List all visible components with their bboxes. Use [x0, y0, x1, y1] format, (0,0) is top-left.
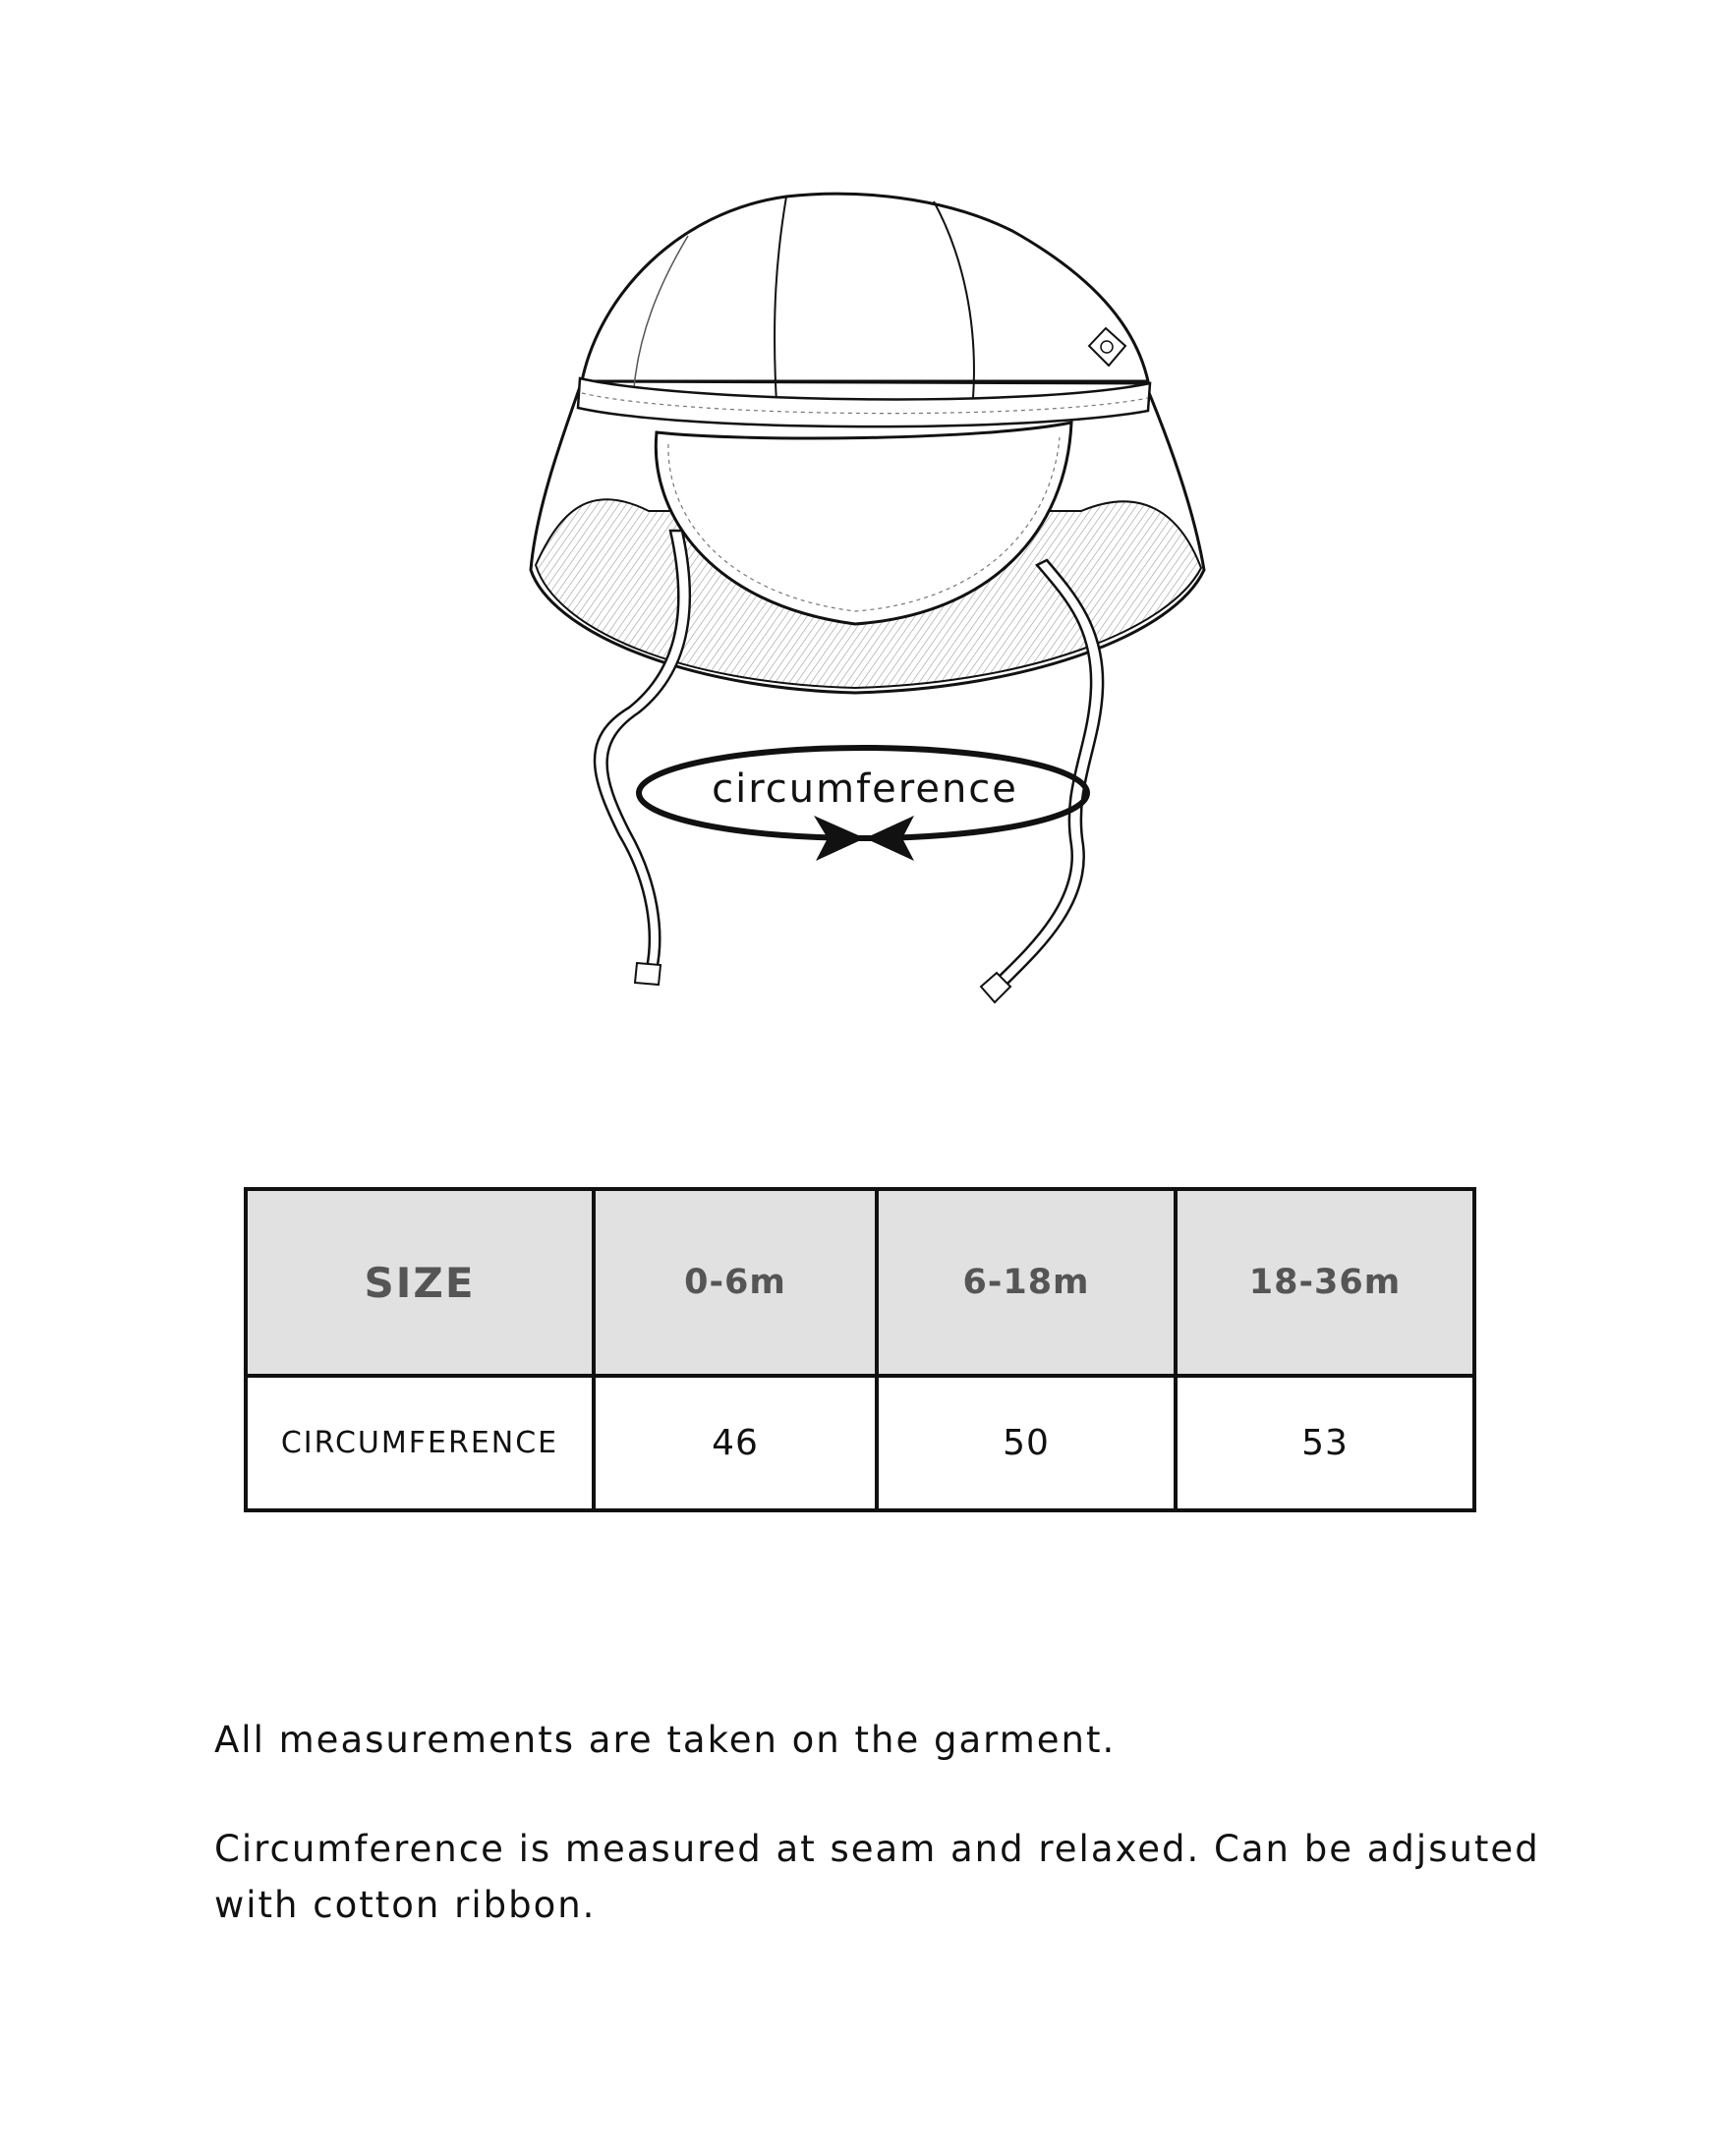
size-18-36m: 18-36m — [1176, 1189, 1474, 1376]
hat-crown — [582, 194, 1148, 381]
size-header-label: SIZE — [246, 1189, 594, 1376]
measurement-notes — [214, 1712, 1630, 1933]
size-0-6m: 0-6m — [594, 1189, 877, 1376]
note-line-garment: All measurements are taken on the garment. — [214, 1719, 1117, 1761]
note-line-circumference: Circumference is measured at seam and relaxed. Can be adjsuted with cotton ribbon. — [214, 1828, 1540, 1926]
circumference-row-label: CIRCUMFERENCE — [246, 1376, 594, 1510]
circumference-row — [246, 1376, 1474, 1510]
size-header-row — [246, 1189, 1474, 1376]
circumference-label: circumference — [712, 766, 1018, 812]
size-chart-table — [244, 1187, 1476, 1512]
circumference-value: 53 — [1176, 1376, 1474, 1510]
hat-left-tie-end — [635, 963, 661, 985]
circumference-value: 46 — [594, 1376, 877, 1510]
size-6-18m: 6-18m — [877, 1189, 1176, 1376]
circumference-value: 50 — [877, 1376, 1176, 1510]
